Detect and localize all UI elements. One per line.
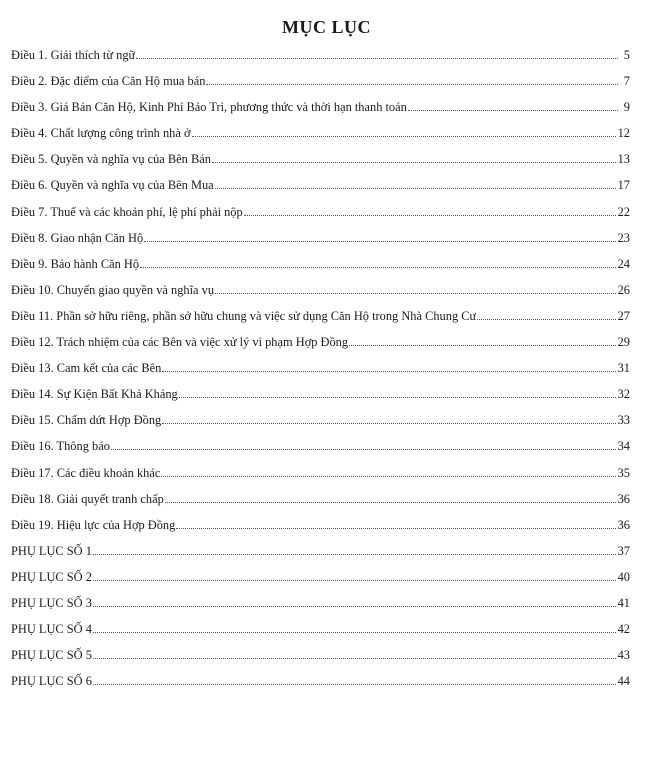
toc-entry-label: PHỤ LỤC SỐ 1: [11, 543, 92, 558]
toc-dot-leader: [244, 215, 616, 216]
toc-entry-label: PHỤ LỤC SỐ 5: [11, 648, 92, 663]
toc-entry-label: Điều 17. Các điều khoản khác: [11, 465, 161, 480]
toc-entry[interactable]: [11, 303, 630, 329]
toc-entry-page-number: 9: [623, 100, 630, 115]
toc-entry-label: Điều 9. Bảo hành Căn Hộ: [11, 256, 140, 271]
toc-dot-leader: [215, 188, 616, 189]
toc-dot-leader: [165, 502, 616, 503]
toc-entry[interactable]: [11, 564, 630, 590]
toc-dot-leader: [93, 632, 616, 633]
toc-entry-page-number: 42: [617, 622, 630, 637]
toc-entry-label: Điều 5. Quyền và nghĩa vụ của Bên Bán: [11, 152, 211, 167]
toc-entry-page-number: 29: [617, 335, 630, 350]
toc-entry-page-number: 5: [623, 48, 630, 62]
toc-entry-page-number: 31: [617, 361, 630, 376]
toc-entry-label: Điều 4. Chất lượng công trình nhà ở: [11, 126, 191, 141]
toc-dot-leader: [93, 580, 616, 581]
toc-dot-leader: [111, 449, 616, 450]
toc-entry-label: Điều 16. Thông báo: [11, 439, 110, 454]
toc-entry[interactable]: [11, 355, 630, 381]
toc-entry-page-number: 40: [617, 569, 630, 584]
toc-entry-label: Điều 18. Giải quyết tranh chấp: [11, 491, 164, 506]
toc-dot-leader: [349, 345, 616, 346]
toc-entry-label: Điều 8. Giao nhận Căn Hộ: [11, 230, 144, 245]
toc-entry[interactable]: [11, 225, 630, 251]
toc-entry-label: Điều 10. Chuyển giao quyền và nghĩa vụ: [11, 282, 215, 297]
toc-dot-leader: [93, 606, 616, 607]
toc-entry-page-number: 13: [617, 152, 630, 167]
toc-dot-leader: [206, 84, 618, 85]
toc-dot-leader: [408, 110, 618, 111]
toc-entry[interactable]: [11, 538, 630, 564]
toc-entry-label: Điều 6. Quyền và nghĩa vụ của Bên Mua: [11, 178, 214, 193]
toc-entry-label: Điều 11. Phần sở hữu riêng, phần sở hữu chung và việc sử dụng Căn Hộ trong Nhà Chung Cư: [11, 308, 477, 323]
toc-entry[interactable]: [11, 616, 630, 642]
toc-dot-leader: [162, 423, 615, 424]
toc-entry-page-number: 37: [617, 543, 630, 558]
toc-entry-label: Điều 3. Giá Bán Căn Hộ, Kinh Phí Bảo Trì, phương thức và thời hạn thanh toán: [11, 100, 407, 115]
toc-entry-page-number: 41: [617, 595, 630, 610]
toc-entry-page-number: 34: [617, 439, 630, 454]
toc-entry[interactable]: [11, 277, 630, 303]
toc-entry-page-number: 24: [617, 256, 630, 271]
toc-entry[interactable]: [11, 460, 630, 486]
toc-entry[interactable]: [11, 172, 630, 198]
toc-dot-leader: [179, 397, 616, 398]
toc-entry-page-number: 27: [617, 308, 630, 323]
toc-entry-page-number: 17: [617, 178, 630, 193]
toc-entry[interactable]: [11, 146, 630, 172]
toc-entry[interactable]: [11, 94, 630, 120]
toc-entry[interactable]: [11, 668, 630, 694]
toc-entry[interactable]: [11, 512, 630, 538]
toc-entry-page-number: 36: [617, 491, 630, 506]
toc-dot-leader: [140, 267, 616, 268]
toc-dot-leader: [192, 136, 616, 137]
toc-entry[interactable]: [11, 68, 630, 94]
toc-dot-leader: [136, 58, 618, 59]
toc-entry-label: PHỤ LỤC SỐ 6: [11, 674, 92, 689]
toc-entry[interactable]: [11, 42, 630, 68]
toc-entry-page-number: 44: [617, 674, 630, 689]
toc-entry-page-number: 32: [617, 387, 630, 402]
toc-entry[interactable]: [11, 642, 630, 668]
toc-entry-page-number: 12: [617, 126, 630, 141]
toc-entry[interactable]: [11, 199, 630, 225]
toc-entry-page-number: 33: [617, 413, 630, 428]
table-of-contents: [11, 42, 630, 694]
toc-entry-label: PHỤ LỤC SỐ 4: [11, 622, 92, 637]
toc-dot-leader: [212, 162, 616, 163]
toc-dot-leader: [176, 528, 615, 529]
toc-dot-leader: [162, 371, 615, 372]
toc-entry[interactable]: [11, 433, 630, 459]
toc-entry-label: Điều 7. Thuế và các khoản phí, lệ phí phải nộp: [11, 204, 243, 219]
toc-entry[interactable]: [11, 329, 630, 355]
toc-dot-leader: [144, 241, 615, 242]
toc-dot-leader: [93, 554, 616, 555]
toc-dot-leader: [215, 293, 616, 294]
toc-entry-page-number: 22: [617, 204, 630, 219]
toc-entry-label: Điều 15. Chấm dứt Hợp Đồng: [11, 413, 162, 428]
toc-entry-label: Điều 1. Giải thích từ ngữ: [11, 48, 136, 62]
toc-entry[interactable]: [11, 120, 630, 146]
toc-dot-leader: [477, 319, 615, 320]
toc-entry-label: Điều 19. Hiệu lực của Hợp Đồng: [11, 517, 176, 532]
toc-entry-label: Điều 14. Sự Kiện Bất Khả Kháng: [11, 387, 178, 402]
toc-dot-leader: [93, 658, 616, 659]
toc-entry-page-number: 26: [617, 282, 630, 297]
toc-entry-label: Điều 2. Đặc điểm của Căn Hộ mua bán: [11, 74, 206, 89]
toc-entry-label: PHỤ LỤC SỐ 2: [11, 569, 92, 584]
toc-dot-leader: [161, 476, 615, 477]
toc-dot-leader: [93, 684, 616, 685]
toc-entry[interactable]: [11, 590, 630, 616]
toc-entry-page-number: 35: [617, 465, 630, 480]
toc-entry-page-number: 36: [617, 517, 630, 532]
toc-entry-page-number: 23: [617, 230, 630, 245]
toc-entry-label: Điều 12. Trách nhiệm của các Bên và việc xử lý vi phạm Hợp Đồng: [11, 335, 349, 350]
toc-entry-page-number: 7: [623, 74, 630, 89]
toc-entry-label: PHỤ LỤC SỐ 3: [11, 595, 92, 610]
toc-entry[interactable]: [11, 381, 630, 407]
toc-entry-label: Điều 13. Cam kết của các Bên: [11, 361, 162, 376]
toc-entry[interactable]: [11, 486, 630, 512]
page-title: MỤC LỤC: [282, 17, 371, 37]
toc-entry-page-number: 43: [617, 648, 630, 663]
toc-entry[interactable]: [11, 251, 630, 277]
toc-entry[interactable]: [11, 407, 630, 433]
